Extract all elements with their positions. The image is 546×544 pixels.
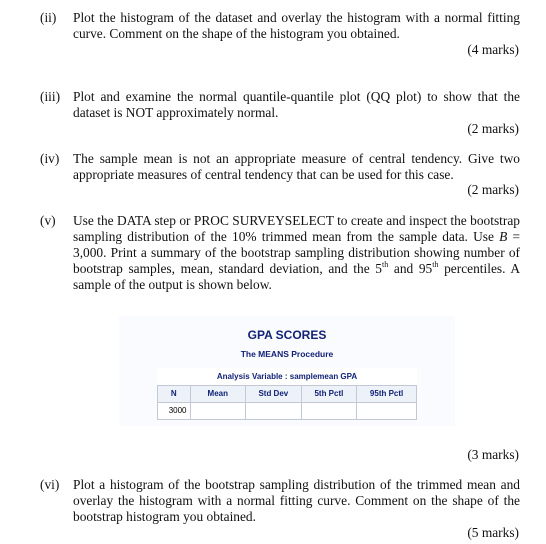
superscript: th xyxy=(432,259,439,269)
question-text-part: = 3,000. Print a summary of the bootstrap sampling distribution showing number of bootstrap samples, mean, standard deviation, and the 5 xyxy=(73,229,520,276)
question-number: (ii) xyxy=(40,10,57,25)
question-number: (v) xyxy=(40,213,56,228)
cell-5th-pctl xyxy=(301,403,357,420)
variable-b: B xyxy=(499,229,508,244)
column-header-n: N xyxy=(158,386,191,403)
cell-95th-pctl xyxy=(357,403,417,420)
question-text: Plot a histogram of the bootstrap sampling distribution of the trimmed mean and overlay the histogram with a normal fitting curve. Comment on the shape of the bootstrap histogram you obtained. xyxy=(73,477,520,524)
question-ii xyxy=(40,10,520,42)
column-header-std-dev: Std Dev xyxy=(246,386,302,403)
column-header-5th-pctl: 5th Pctl xyxy=(301,386,357,403)
marks-label: (4 marks) xyxy=(467,42,519,57)
question-number: (iv) xyxy=(40,151,60,166)
question-text-part: Use the DATA step or PROC SURVEYSELECT to create and inspect the bootstrap sampling distribution of the 10% trimmed mean from the sample data. Use xyxy=(73,213,520,244)
column-header-95th-pctl: 95th Pctl xyxy=(357,386,417,403)
question-iv xyxy=(40,151,520,183)
question-text xyxy=(73,213,520,293)
question-text-part: and 95 xyxy=(393,261,433,276)
sas-output-panel xyxy=(119,316,455,426)
analysis-variable-header: Analysis Variable : samplemean GPA xyxy=(158,369,417,386)
table-row xyxy=(158,403,417,420)
question-vi xyxy=(40,477,520,525)
cell-n: 3000 xyxy=(158,403,191,420)
column-header-mean: Mean xyxy=(190,386,246,403)
marks-label: (2 marks) xyxy=(467,182,519,197)
question-number: (vi) xyxy=(40,477,60,492)
cell-std-dev xyxy=(246,403,302,420)
sas-procedure-title: The MEANS Procedure xyxy=(240,349,334,359)
question-iii xyxy=(40,89,520,121)
cell-mean xyxy=(190,403,246,420)
marks-label: (3 marks) xyxy=(467,447,519,462)
marks-label: (2 marks) xyxy=(467,121,519,136)
question-number: (iii) xyxy=(40,89,61,104)
sas-summary-table xyxy=(157,368,417,420)
question-text-part: percentiles. A sample of the output is shown below. xyxy=(73,261,521,292)
marks-label: (5 marks) xyxy=(467,525,519,540)
question-v xyxy=(40,213,520,293)
question-text: Plot and examine the normal quantile-quantile plot (QQ plot) to show that the dataset is NOT approximately normal. xyxy=(73,89,520,120)
sas-title: GPA SCORES xyxy=(247,328,327,342)
question-text: Plot the histogram of the dataset and overlay the histogram with a normal fitting curve. Comment on the shape of the histogram you obtained. xyxy=(73,10,520,41)
superscript: th xyxy=(382,259,389,269)
question-text: The sample mean is not an appropriate measure of central tendency. Give two appropriate measures of central tendency that can be used for this case. xyxy=(73,151,520,182)
